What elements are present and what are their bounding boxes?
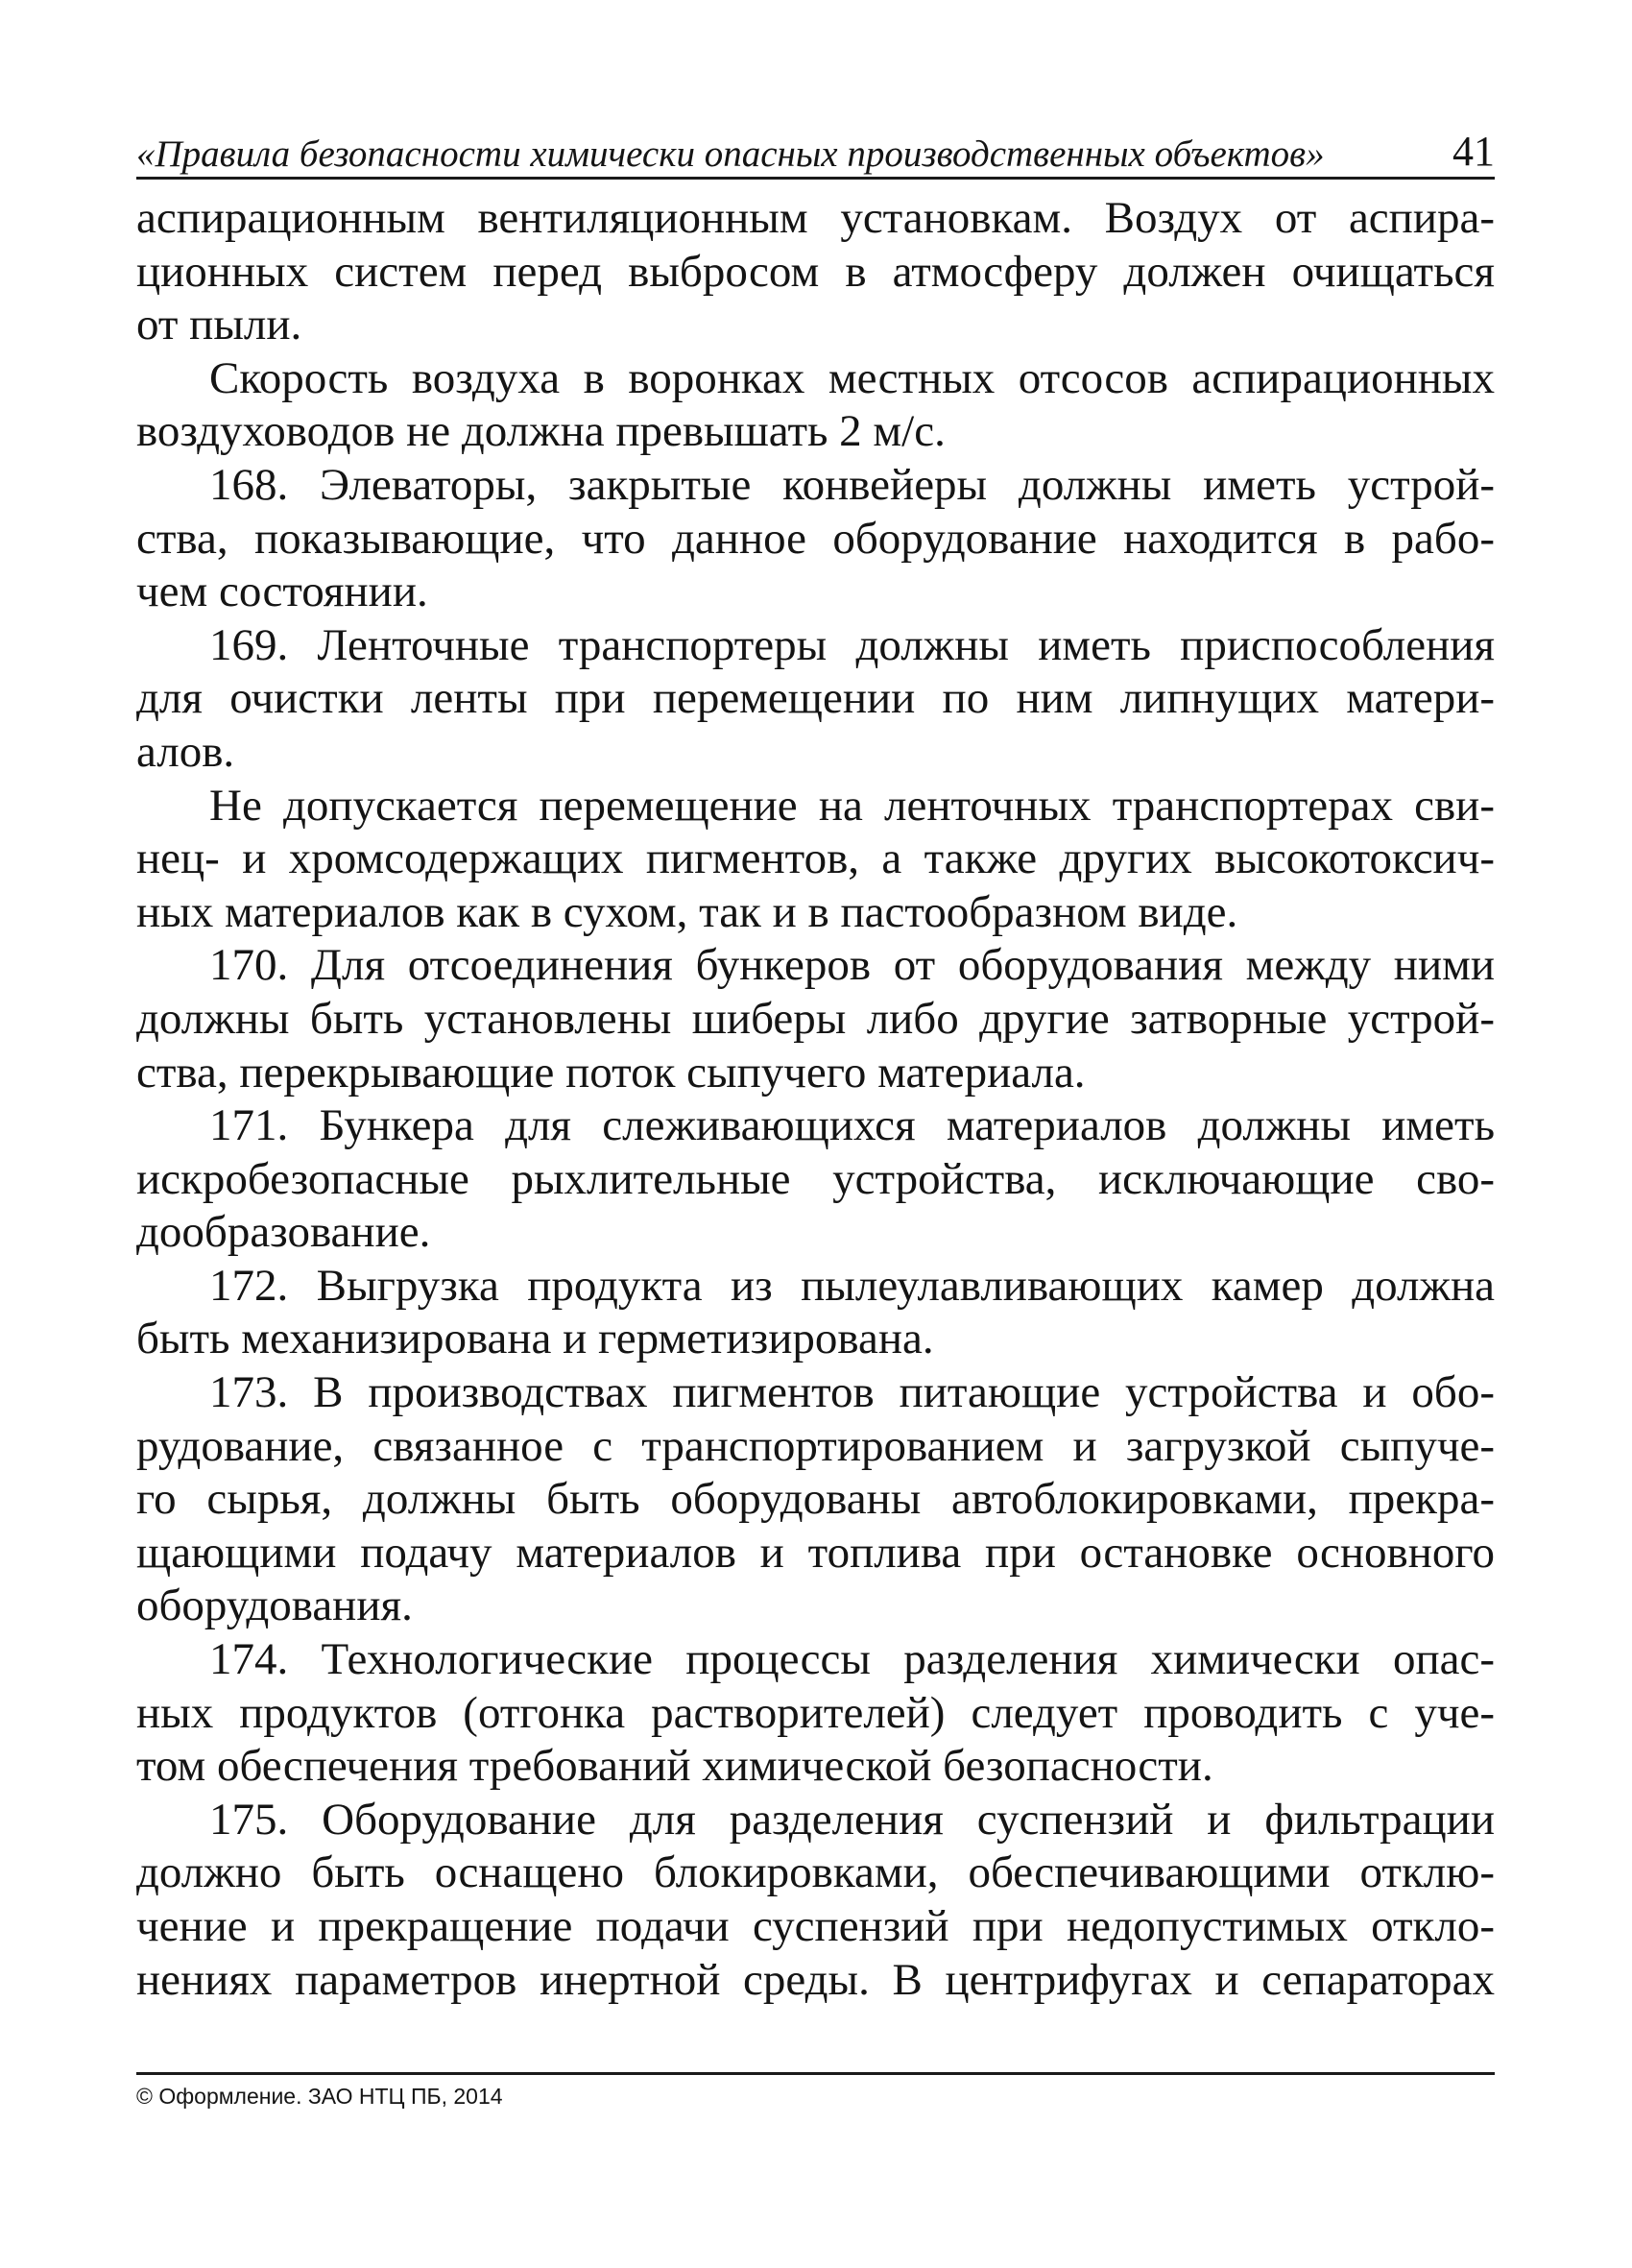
text-line: ства, показывающие, что данное оборудование находится в рабо- [136, 513, 1495, 564]
footer-divider [136, 2072, 1495, 2075]
header-title: «Правила безопасности химически опасных производственных объектов» [136, 133, 1325, 175]
text-line: 172. Выгрузка продукта из пылеулавливающих камер должна [209, 1260, 1495, 1311]
text-line: Скорость воздуха в воронках местных отсосов аспирационных [209, 352, 1495, 403]
text-line: Не допускается перемещение на ленточных транспортерах сви- [209, 780, 1495, 831]
text-line: ционных систем перед выбросом в атмосферу должен очищаться [136, 246, 1495, 297]
page-number: 41 [1452, 128, 1495, 175]
text-line: от пыли. [136, 300, 302, 350]
text-line: воздуховодов не должна превышать 2 м/с. [136, 406, 946, 457]
text-line: 168. Элеваторы, закрытые конвейеры должны иметь устрой- [209, 459, 1495, 510]
text-line: ных материалов как в сухом, так и в пастообразном виде. [136, 886, 1238, 937]
text-line: нениях параметров инертной среды. В центрифугах и сепараторах [136, 1954, 1495, 2005]
body-text [136, 192, 1495, 2007]
text-line: 175. Оборудование для разделения суспензий и фильтрации [209, 1794, 1495, 1845]
copyright-footer: © Оформление. ЗАО НТЦ ПБ, 2014 [136, 2084, 503, 2109]
text-line: нец- и хромсодержащих пигментов, а также других высокотоксич- [136, 833, 1495, 884]
text-line: оборудования. [136, 1580, 413, 1631]
text-line: 169. Ленточные транспортеры должны иметь приспособления [209, 619, 1495, 670]
text-line: для очистки ленты при перемещении по ним липнущих матери- [136, 673, 1495, 724]
text-line: дообразование. [136, 1207, 431, 1258]
text-line: щающими подачу материалов и топлива при остановке основного [136, 1527, 1495, 1578]
text-line: 171. Бункера для слеживающихся материалов должны иметь [209, 1100, 1495, 1151]
text-line: ства, перекрывающие поток сыпучего материала. [136, 1047, 1086, 1098]
text-line: алов. [136, 726, 235, 777]
text-line: го сырья, должны быть оборудованы автоблокировками, прекра- [136, 1474, 1495, 1525]
running-header [136, 121, 1495, 180]
text-line: 174. Технологические процессы разделения химически опас- [209, 1634, 1495, 1685]
text-line: чение и прекращение подачи суспензий при недопустимых откло- [136, 1901, 1495, 1951]
text-line: 173. В производствах пигментов питающие устройства и обо- [209, 1367, 1495, 1418]
text-line: рудование, связанное с транспортированием и загрузкой сыпуче- [136, 1420, 1495, 1471]
text-line: быть механизирована и герметизирована. [136, 1314, 934, 1364]
text-line: том обеспечения требований химической безопасности. [136, 1741, 1213, 1792]
text-line: ных продуктов (отгонка растворителей) следует проводить с уче- [136, 1687, 1495, 1738]
text-line: должно быть оснащено блокировками, обеспечивающими отклю- [136, 1847, 1495, 1898]
text-line: 170. Для отсоединения бункеров от оборудования между ними [209, 940, 1495, 991]
text-line: чем состоянии. [136, 567, 428, 617]
text-line: аспирационным вентиляционным установкам. Воздух от аспира- [136, 193, 1495, 243]
text-line: искробезопасные рыхлительные устройства, исключающие сво- [136, 1153, 1495, 1204]
text-line: должны быть установлены шиберы либо другие затворные устрой- [136, 993, 1495, 1044]
